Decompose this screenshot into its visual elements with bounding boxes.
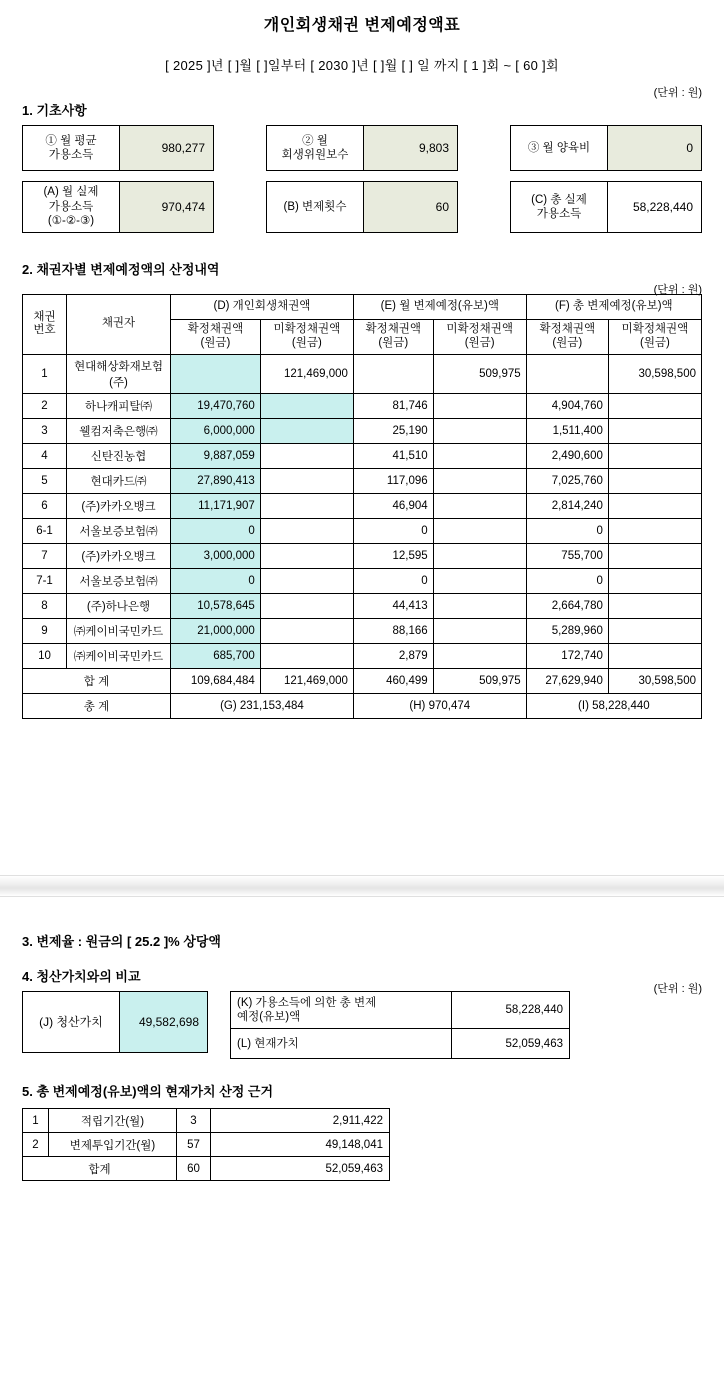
row-no: 7 xyxy=(23,543,67,568)
table-row xyxy=(23,468,702,493)
grand-total-f: (I) 58,228,440 xyxy=(526,693,701,718)
row-d-unfixed xyxy=(260,568,353,593)
row-no: 7-1 xyxy=(23,568,67,593)
liquidation-value-box xyxy=(22,991,208,1053)
table-row xyxy=(231,1029,570,1059)
repayment-count-label: (B) 변제횟수 xyxy=(283,200,347,213)
row-no: 6-1 xyxy=(23,518,67,543)
avg-monthly-income-label-line2: 가용소득 xyxy=(48,149,94,161)
header-e-unfixed xyxy=(433,320,526,355)
subtotal-row xyxy=(23,668,702,693)
row-e-unfixed xyxy=(433,543,526,568)
section-2 xyxy=(0,259,724,296)
header-e-fixed-line1: 확정채권액 xyxy=(365,323,422,335)
table-row xyxy=(23,393,702,418)
total-actual-income-label xyxy=(511,182,607,232)
table-row xyxy=(23,493,702,518)
avg-monthly-income-label xyxy=(23,126,119,170)
row-f-unfixed xyxy=(608,593,701,618)
row-e-unfixed: 509,975 xyxy=(433,354,526,393)
present-value-label: (L) 현재가치 xyxy=(231,1029,452,1059)
row-d-fixed: 11,171,907 xyxy=(171,493,261,518)
row-f-unfixed xyxy=(608,493,701,518)
total-actual-income-box xyxy=(510,181,702,233)
basic-info-row-1 xyxy=(22,125,702,171)
header-f-fixed xyxy=(526,320,608,355)
present-value-amount: 52,059,463 xyxy=(452,1029,570,1059)
row-e-fixed: 12,595 xyxy=(353,543,433,568)
row-e-fixed: 44,413 xyxy=(353,593,433,618)
pv-total-row xyxy=(23,1157,390,1181)
table-row xyxy=(23,543,702,568)
table-row xyxy=(23,568,702,593)
row-e-unfixed xyxy=(433,643,526,668)
row-f-unfixed xyxy=(608,393,701,418)
row-f-fixed: 5,289,960 xyxy=(526,618,608,643)
row-f-fixed: 2,490,600 xyxy=(526,443,608,468)
header-creditor-no-line1: 채권 xyxy=(33,310,56,323)
row-f-fixed: 1,511,400 xyxy=(526,418,608,443)
row-creditor: (주)카카오뱅크 xyxy=(67,543,171,568)
header-f-unfixed xyxy=(608,320,701,355)
pv-total-months: 60 xyxy=(177,1157,211,1181)
row-creditor: 웰컴저축은행㈜ xyxy=(67,418,171,443)
pv-row-amount: 49,148,041 xyxy=(211,1133,390,1157)
row-f-unfixed xyxy=(608,643,701,668)
row-no: 5 xyxy=(23,468,67,493)
total-actual-income-value: 58,228,440 xyxy=(607,182,701,232)
subtotal-label: 합 계 xyxy=(23,668,171,693)
row-f-fixed: 755,700 xyxy=(526,543,608,568)
row-e-unfixed xyxy=(433,468,526,493)
actual-monthly-income-label-line3: (①-②-③) xyxy=(47,215,95,228)
header-group-e: (E) 월 변제예정(유보)액 xyxy=(353,295,526,320)
subtotal-f-fixed: 27,629,940 xyxy=(526,668,608,693)
pv-total-label: 합계 xyxy=(23,1157,177,1181)
row-d-fixed: 6,000,000 xyxy=(171,418,261,443)
page-break-divider xyxy=(0,875,724,897)
row-no: 9 xyxy=(23,618,67,643)
row-f-fixed: 4,904,760 xyxy=(526,393,608,418)
trustee-fee-label-line1: ② 월 xyxy=(302,134,328,147)
row-e-fixed: 41,510 xyxy=(353,443,433,468)
header-group-f: (F) 총 변제예정(유보)액 xyxy=(526,295,701,320)
grand-total-d: (G) 231,153,484 xyxy=(171,693,354,718)
row-e-fixed: 81,746 xyxy=(353,393,433,418)
row-e-fixed: 46,904 xyxy=(353,493,433,518)
creditor-table-wrap xyxy=(22,294,702,719)
row-d-fixed: 27,890,413 xyxy=(171,468,261,493)
table-row xyxy=(23,518,702,543)
row-d-unfixed: 121,469,000 xyxy=(260,354,353,393)
row-d-unfixed xyxy=(260,518,353,543)
row-creditor: (주)하나은행 xyxy=(67,593,171,618)
table-row xyxy=(231,991,570,1029)
row-d-fixed: 685,700 xyxy=(171,643,261,668)
header-e-unfixed-line1: 미확정채권액 xyxy=(446,323,513,335)
row-e-fixed: 25,190 xyxy=(353,418,433,443)
row-e-fixed: 88,166 xyxy=(353,618,433,643)
total-actual-income-label-line2: 가용소득 xyxy=(536,208,582,220)
header-e-fixed xyxy=(353,320,433,355)
pv-row-months: 3 xyxy=(177,1109,211,1133)
row-f-fixed: 7,025,760 xyxy=(526,468,608,493)
table-row xyxy=(23,618,702,643)
actual-monthly-income-label-line1: (A) 월 실제 xyxy=(43,186,99,199)
row-d-fixed: 3,000,000 xyxy=(171,543,261,568)
row-e-unfixed xyxy=(433,618,526,643)
header-d-unfixed-line1: 미확정채권액 xyxy=(273,323,341,335)
header-e-unfixed-line2: (원금) xyxy=(464,336,495,349)
pv-total-amount: 52,059,463 xyxy=(211,1157,390,1181)
subtotal-d-unfixed: 121,469,000 xyxy=(260,668,353,693)
row-no: 2 xyxy=(23,393,67,418)
row-f-unfixed xyxy=(608,618,701,643)
trustee-fee-box xyxy=(266,125,458,171)
row-e-unfixed xyxy=(433,418,526,443)
row-f-fixed: 2,664,780 xyxy=(526,593,608,618)
table-row xyxy=(23,593,702,618)
grand-total-label: 총 계 xyxy=(23,693,171,718)
section-4-unit-note: (단위 : 원) xyxy=(653,982,702,995)
row-d-fixed: 19,470,760 xyxy=(171,393,261,418)
total-repayment-value: 58,228,440 xyxy=(452,991,570,1029)
table-row xyxy=(23,643,702,668)
row-d-unfixed xyxy=(260,418,353,443)
header-f-unfixed-line1: 미확정채권액 xyxy=(621,323,689,335)
row-d-unfixed xyxy=(260,468,353,493)
row-f-unfixed xyxy=(608,443,701,468)
pv-row-label: 변제투입기간(월) xyxy=(49,1133,177,1157)
creditor-repayment-table xyxy=(22,294,702,719)
row-creditor: 신탄진농협 xyxy=(67,443,171,468)
section-4 xyxy=(0,966,724,995)
header-f-fixed-line1: 확정채권액 xyxy=(539,323,596,335)
trustee-fee-label xyxy=(267,126,363,170)
row-creditor xyxy=(67,354,171,393)
row-e-unfixed xyxy=(433,568,526,593)
actual-monthly-income-label xyxy=(23,182,119,232)
row-no: 1 xyxy=(23,354,67,393)
row-e-fixed: 117,096 xyxy=(353,468,433,493)
row-e-fixed xyxy=(353,354,433,393)
avg-monthly-income-label-line1: ① 월 평균 xyxy=(45,134,97,147)
row-f-unfixed xyxy=(608,568,701,593)
section-1-unit-note: (단위 : 원) xyxy=(653,87,702,99)
row-no: 8 xyxy=(23,593,67,618)
section-1-heading: 1. 기초사항 xyxy=(22,103,87,118)
creditor-table-head xyxy=(23,295,702,355)
header-creditor-name: 채권자 xyxy=(67,295,171,355)
row-f-fixed: 0 xyxy=(526,518,608,543)
header-creditor-no-line2: 번호 xyxy=(33,324,56,337)
row-e-fixed: 0 xyxy=(353,518,433,543)
row-creditor: ㈜케이비국민카드 xyxy=(67,618,171,643)
row-f-fixed xyxy=(526,354,608,393)
pv-row-label: 적립기간(월) xyxy=(49,1109,177,1133)
header-f-unfixed-line2: (원금) xyxy=(639,336,670,349)
subtotal-d-fixed: 109,684,484 xyxy=(171,668,261,693)
row-f-fixed: 172,740 xyxy=(526,643,608,668)
total-repayment-label xyxy=(231,991,452,1029)
row-d-unfixed xyxy=(260,618,353,643)
table-row xyxy=(23,354,702,393)
repayment-count-value: 60 xyxy=(363,182,457,232)
row-no: 10 xyxy=(23,643,67,668)
pv-row-no: 2 xyxy=(23,1133,49,1157)
header-d-unfixed-line2: (원금) xyxy=(291,336,322,349)
row-d-fixed xyxy=(171,354,261,393)
row-d-fixed: 21,000,000 xyxy=(171,618,261,643)
header-f-fixed-line2: (원금) xyxy=(552,336,583,349)
section-2-unit-note: (단위 : 원) xyxy=(653,284,702,296)
kl-table xyxy=(230,991,570,1060)
total-repayment-label-line2: 예정(유보)액 xyxy=(237,1010,301,1023)
childcare-cost-label: ③ 월 양육비 xyxy=(527,141,591,154)
grand-total-e: (H) 970,474 xyxy=(353,693,526,718)
page-title: 개인회생채권 변제예정액표 xyxy=(263,17,461,34)
row-e-unfixed xyxy=(433,443,526,468)
row-e-unfixed xyxy=(433,518,526,543)
header-d-fixed xyxy=(171,320,261,355)
creditor-table-header-row-1 xyxy=(23,295,702,320)
childcare-cost-box xyxy=(510,125,702,171)
subtotal-e-unfixed: 509,975 xyxy=(433,668,526,693)
row-f-fixed: 0 xyxy=(526,568,608,593)
liquidation-value-amount: 49,582,698 xyxy=(119,992,207,1052)
bottom-spacer xyxy=(0,1181,724,1209)
repayment-count-box xyxy=(266,181,458,233)
header-e-fixed-line2: (원금) xyxy=(378,336,409,349)
childcare-cost-value: 0 xyxy=(607,126,701,170)
row-f-unfixed: 30,598,500 xyxy=(608,354,701,393)
avg-monthly-income-value: 980,277 xyxy=(119,126,213,170)
row-f-unfixed xyxy=(608,543,701,568)
row-d-unfixed xyxy=(260,593,353,618)
row-no: 6 xyxy=(23,493,67,518)
actual-monthly-income-box xyxy=(22,181,214,233)
section-3-heading: 3. 변제율 : 원금의 [ 25.2 ]% 상당액 xyxy=(22,933,221,949)
row-f-unfixed xyxy=(608,468,701,493)
row-creditor: ㈜케이비국민카드 xyxy=(67,643,171,668)
total-repayment-label-line1: (K) 가용소득에 의한 총 변제 xyxy=(237,996,377,1009)
row-no: 3 xyxy=(23,418,67,443)
row-creditor: 서울보증보험㈜ xyxy=(67,518,171,543)
repayment-period-line: [ 2025 ]년 [ ]월 [ ]일부터 [ 2030 ]년 [ ]월 [ ] 일 까지 [ 1 ]회 ~ [ 60 ]회 xyxy=(165,58,559,73)
row-creditor: 하나캐피탈㈜ xyxy=(67,393,171,418)
row-no: 4 xyxy=(23,443,67,468)
creditor-table-body xyxy=(23,354,702,718)
trustee-fee-value: 9,803 xyxy=(363,126,457,170)
row-e-fixed: 0 xyxy=(353,568,433,593)
table-row xyxy=(23,443,702,468)
row-e-unfixed xyxy=(433,393,526,418)
grand-total-row xyxy=(23,693,702,718)
row-d-unfixed xyxy=(260,443,353,468)
basic-info-row-2 xyxy=(22,181,702,233)
actual-monthly-income-label-line2: 가용소득 xyxy=(48,200,94,213)
row-creditor: 서울보증보험㈜ xyxy=(67,568,171,593)
table-row xyxy=(23,1109,390,1133)
row-d-unfixed xyxy=(260,643,353,668)
row-creditor-line1: 현대해상화재보험 xyxy=(74,360,163,373)
subtotal-f-unfixed: 30,598,500 xyxy=(608,668,701,693)
row-d-unfixed xyxy=(260,393,353,418)
row-creditor: (주)카카오뱅크 xyxy=(67,493,171,518)
pv-row-amount: 2,911,422 xyxy=(211,1109,390,1133)
header-d-unfixed xyxy=(260,320,353,355)
trustee-fee-label-line2: 회생위원보수 xyxy=(281,149,349,161)
section-5-heading: 5. 총 변제예정(유보)액의 현재가치 산정 근거 xyxy=(22,1084,274,1100)
row-f-unfixed xyxy=(608,418,701,443)
row-d-unfixed xyxy=(260,493,353,518)
row-d-fixed: 0 xyxy=(171,568,261,593)
table-row xyxy=(23,418,702,443)
header-d-fixed-line1: 확정채권액 xyxy=(187,323,244,335)
header-d-fixed-line2: (원금) xyxy=(200,336,231,349)
row-f-unfixed xyxy=(608,518,701,543)
row-d-fixed: 9,887,059 xyxy=(171,443,261,468)
row-e-unfixed xyxy=(433,593,526,618)
header-group-d: (D) 개인회생채권액 xyxy=(171,295,354,320)
row-d-fixed: 10,578,645 xyxy=(171,593,261,618)
table-row xyxy=(23,1133,390,1157)
row-creditor: 현대카드㈜ xyxy=(67,468,171,493)
liquidation-value-label: (J) 청산가치 xyxy=(39,1015,103,1030)
row-f-fixed: 2,814,240 xyxy=(526,493,608,518)
subtotal-e-fixed: 460,499 xyxy=(353,668,433,693)
pv-row-months: 57 xyxy=(177,1133,211,1157)
avg-monthly-income-box xyxy=(22,125,214,171)
row-d-fixed: 0 xyxy=(171,518,261,543)
total-actual-income-label-line1: (C) 총 실제 xyxy=(531,193,587,206)
row-e-fixed: 2,879 xyxy=(353,643,433,668)
basic-info-boxes xyxy=(22,125,702,233)
liquidation-comparison xyxy=(22,991,702,1060)
actual-monthly-income-value: 970,474 xyxy=(119,182,213,232)
row-e-unfixed xyxy=(433,493,526,518)
row-creditor-line2: (주) xyxy=(109,376,128,389)
pv-row-no: 1 xyxy=(23,1109,49,1133)
row-d-unfixed xyxy=(260,543,353,568)
header-creditor-no xyxy=(23,295,67,355)
present-value-basis-table xyxy=(22,1108,390,1181)
section-2-heading: 2. 채권자별 변제예정액의 산정내역 xyxy=(22,262,220,277)
section-1 xyxy=(0,87,724,119)
section-4-heading: 4. 청산가치와의 비교 xyxy=(22,968,141,984)
